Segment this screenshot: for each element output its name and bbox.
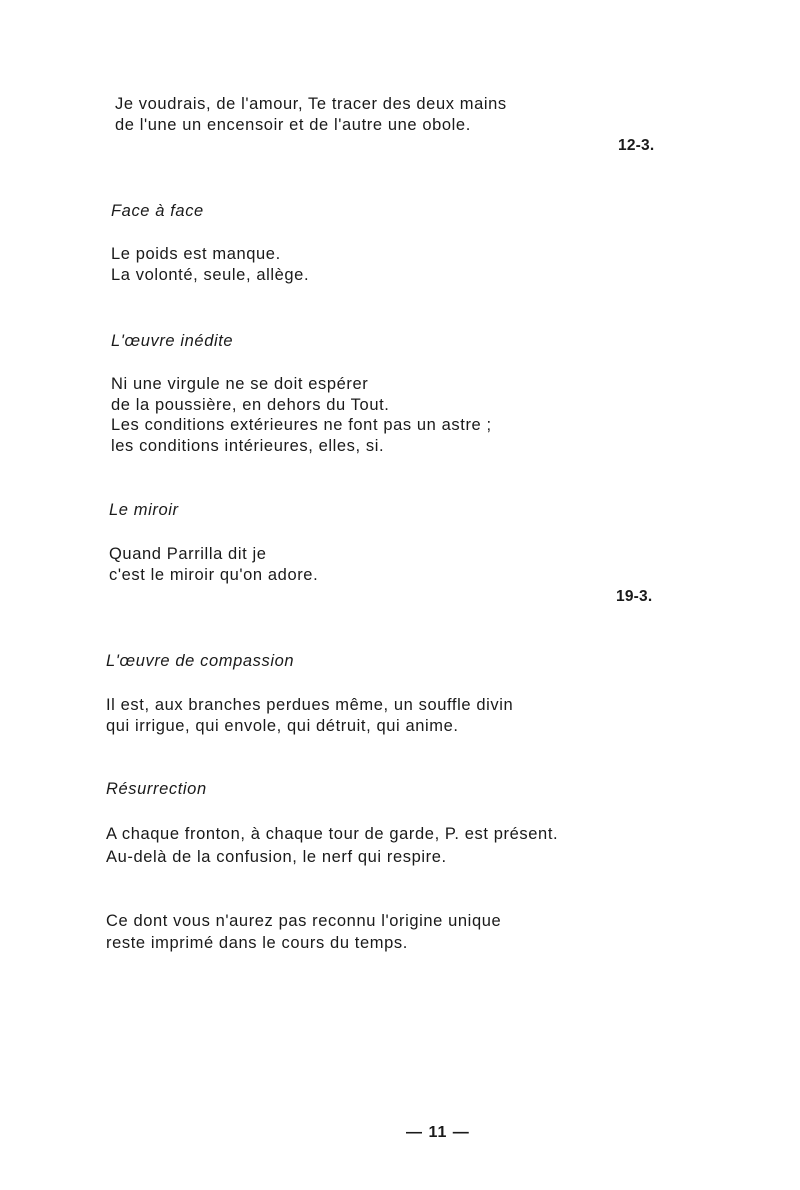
section-title-le-miroir: Le miroir bbox=[109, 501, 179, 519]
section-line: Les conditions extérieures ne font pas un astre ; bbox=[111, 416, 492, 434]
section-line: La volonté, seule, allège. bbox=[111, 266, 310, 284]
section-line: c'est le miroir qu'on adore. bbox=[109, 566, 319, 584]
date-1: 12-3. bbox=[618, 137, 655, 154]
section-title-oeuvre-inedite: L'œuvre inédite bbox=[111, 332, 234, 350]
section-line: qui irrigue, qui envole, qui détruit, qui anime. bbox=[106, 717, 459, 735]
section-title-resurrection: Résurrection bbox=[106, 780, 207, 798]
intro-line-2: de l'une un encensoir et de l'autre une obole. bbox=[115, 116, 471, 134]
intro-line-1: Je voudrais, de l'amour, Te tracer des deux mains bbox=[115, 95, 507, 113]
section-line: Quand Parrilla dit je bbox=[109, 545, 267, 563]
section-title-face-a-face: Face à face bbox=[111, 202, 204, 220]
section-line: Au-delà de la confusion, le nerf qui respire. bbox=[106, 848, 447, 866]
page-number: — 11 — bbox=[406, 1124, 470, 1141]
section-line: Il est, aux branches perdues même, un souffle divin bbox=[106, 696, 514, 714]
section-line: les conditions intérieures, elles, si. bbox=[111, 437, 385, 455]
section-title-oeuvre-de-compassion: L'œuvre de compassion bbox=[106, 652, 295, 670]
closing-line-1: Ce dont vous n'aurez pas reconnu l'origine unique bbox=[106, 912, 502, 930]
section-line: Le poids est manque. bbox=[111, 245, 281, 263]
section-line: A chaque fronton, à chaque tour de garde, P. est présent. bbox=[106, 825, 559, 843]
date-2: 19-3. bbox=[616, 588, 653, 605]
section-line: de la poussière, en dehors du Tout. bbox=[111, 396, 390, 414]
section-line: Ni une virgule ne se doit espérer bbox=[111, 375, 369, 393]
closing-line-2: reste imprimé dans le cours du temps. bbox=[106, 934, 408, 952]
